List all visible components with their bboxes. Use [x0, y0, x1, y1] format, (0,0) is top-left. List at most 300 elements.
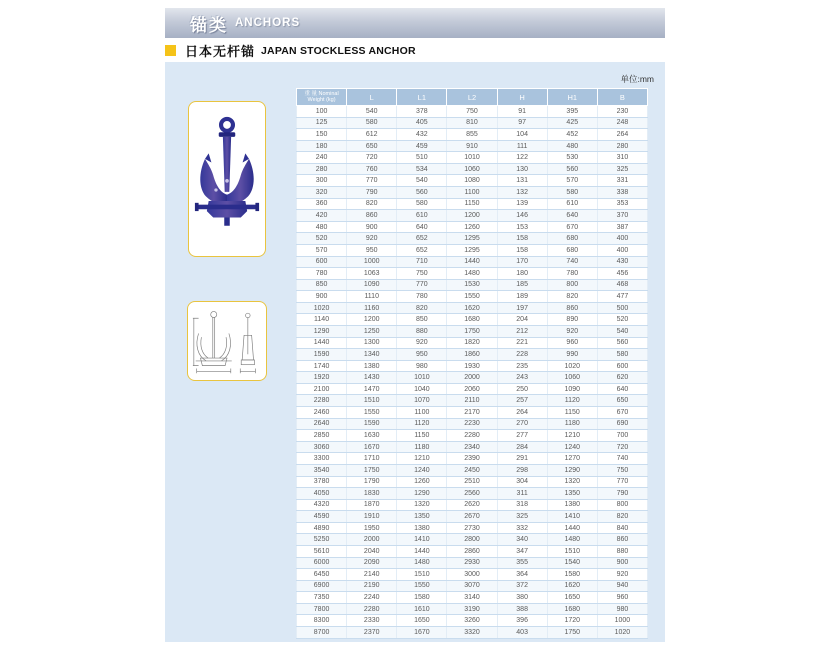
- table-row: [297, 291, 648, 303]
- table-cell: 1720: [547, 615, 597, 627]
- stockless-anchor-photo: [194, 110, 260, 248]
- table-cell: 520: [297, 233, 347, 245]
- table-cell: 652: [397, 233, 447, 245]
- table-row: [297, 163, 648, 175]
- table-cell: 580: [597, 349, 647, 361]
- table-cell: 770: [347, 175, 397, 187]
- table-cell: 189: [497, 291, 547, 303]
- table-cell: 750: [397, 268, 447, 280]
- table-cell: 1270: [547, 453, 597, 465]
- table-cell: 3060: [297, 441, 347, 453]
- table-cell: 1550: [447, 291, 497, 303]
- table-cell: 340: [497, 534, 547, 546]
- table-cell: 720: [597, 441, 647, 453]
- table-cell: 1250: [347, 325, 397, 337]
- table-cell: 257: [497, 395, 547, 407]
- table-cell: 1540: [547, 557, 597, 569]
- table-cell: 325: [597, 163, 647, 175]
- table-row: [297, 488, 648, 500]
- table-cell: 2640: [297, 418, 347, 430]
- table-cell: 690: [597, 418, 647, 430]
- table-cell: 1590: [347, 418, 397, 430]
- table-cell: 800: [597, 499, 647, 511]
- table-cell: 1100: [447, 187, 497, 199]
- table-cell: 720: [347, 152, 397, 164]
- table-cell: 2460: [297, 407, 347, 419]
- table-cell: 111: [497, 140, 547, 152]
- table-cell: 221: [497, 337, 547, 349]
- table-row: [297, 592, 648, 604]
- table-cell: 7350: [297, 592, 347, 604]
- table-cell: 750: [447, 106, 497, 118]
- table-cell: 430: [597, 256, 647, 268]
- table-cell: 1060: [547, 372, 597, 384]
- table-cell: 1750: [547, 627, 597, 639]
- product-title: [165, 43, 665, 58]
- table-cell: 146: [497, 210, 547, 222]
- table-cell: 1120: [547, 395, 597, 407]
- table-cell: 1380: [347, 360, 397, 372]
- table-cell: 1210: [547, 430, 597, 442]
- table-cell: 855: [447, 129, 497, 141]
- table-row: [297, 210, 648, 222]
- table-row: [297, 627, 648, 639]
- table-cell: 2670: [447, 511, 497, 523]
- table-row: [297, 430, 648, 442]
- table-cell: 8300: [297, 615, 347, 627]
- table-cell: 180: [297, 140, 347, 152]
- table-cell: 3260: [447, 615, 497, 627]
- table-cell: 1580: [547, 569, 597, 581]
- table-cell: 2560: [447, 488, 497, 500]
- col-header-l: L: [347, 89, 397, 106]
- table-cell: 3140: [447, 592, 497, 604]
- table-cell: 270: [497, 418, 547, 430]
- table-cell: 1320: [547, 476, 597, 488]
- table-cell: 770: [597, 476, 647, 488]
- table-cell: 388: [497, 603, 547, 615]
- table-row: [297, 233, 648, 245]
- product-title-en: JAPAN STOCKLESS ANCHOR: [261, 44, 416, 57]
- table-cell: 1480: [447, 268, 497, 280]
- table-cell: 1090: [347, 279, 397, 291]
- table-cell: 760: [347, 163, 397, 175]
- table-cell: 456: [597, 268, 647, 280]
- table-cell: 750: [597, 464, 647, 476]
- table-cell: 2170: [447, 407, 497, 419]
- table-cell: 1430: [347, 372, 397, 384]
- table-cell: 1350: [397, 511, 447, 523]
- table-cell: 1100: [397, 407, 447, 419]
- table-cell: 1550: [397, 580, 447, 592]
- table-cell: 1140: [297, 314, 347, 326]
- table-row: [297, 152, 648, 164]
- table-cell: 380: [497, 592, 547, 604]
- table-cell: 130: [497, 163, 547, 175]
- table-cell: 100: [297, 106, 347, 118]
- table-cell: 1080: [447, 175, 497, 187]
- table-cell: 1200: [447, 210, 497, 222]
- table-cell: 1510: [547, 545, 597, 557]
- table-cell: 1340: [347, 349, 397, 361]
- table-cell: 355: [497, 557, 547, 569]
- table-cell: 264: [497, 407, 547, 419]
- anchor-drawing-box: [187, 301, 267, 381]
- table-cell: 1060: [447, 163, 497, 175]
- table-cell: 840: [597, 522, 647, 534]
- table-cell: 860: [547, 302, 597, 314]
- table-row: [297, 187, 648, 199]
- table-cell: 5250: [297, 534, 347, 546]
- table-row: [297, 511, 648, 523]
- table-cell: 2930: [447, 557, 497, 569]
- table-cell: 1290: [397, 488, 447, 500]
- table-cell: 1830: [347, 488, 397, 500]
- table-cell: 1380: [547, 499, 597, 511]
- table-cell: 612: [347, 129, 397, 141]
- table-cell: 610: [547, 198, 597, 210]
- table-cell: 800: [547, 279, 597, 291]
- table-row: [297, 117, 648, 129]
- table-row: [297, 441, 648, 453]
- table-cell: 280: [297, 163, 347, 175]
- table-header-row: [297, 89, 648, 106]
- table-cell: 780: [547, 268, 597, 280]
- spec-table: [296, 88, 648, 639]
- table-cell: 4890: [297, 522, 347, 534]
- table-cell: 1290: [547, 464, 597, 476]
- table-cell: 780: [397, 291, 447, 303]
- table-cell: 1470: [347, 383, 397, 395]
- table-row: [297, 140, 648, 152]
- table-cell: 1350: [547, 488, 597, 500]
- table-cell: 185: [497, 279, 547, 291]
- table-cell: 850: [297, 279, 347, 291]
- table-cell: 770: [397, 279, 447, 291]
- table-row: [297, 221, 648, 233]
- table-cell: 4050: [297, 488, 347, 500]
- table-cell: 264: [597, 129, 647, 141]
- unit-label: 单位:mm: [620, 74, 654, 84]
- table-cell: 1710: [347, 453, 397, 465]
- product-title-zh: 日本无杆锚: [185, 44, 256, 59]
- table-cell: 122: [497, 152, 547, 164]
- yellow-bullet-icon: [165, 45, 176, 56]
- table-cell: 1240: [547, 441, 597, 453]
- table-cell: 1740: [297, 360, 347, 372]
- table-cell: 1440: [397, 545, 447, 557]
- table-row: [297, 337, 648, 349]
- table-cell: 1580: [397, 592, 447, 604]
- content-panel: [165, 62, 665, 642]
- table-cell: 1480: [397, 557, 447, 569]
- table-cell: 2280: [447, 430, 497, 442]
- table-row: [297, 464, 648, 476]
- table-row: [297, 522, 648, 534]
- table-row: [297, 279, 648, 291]
- table-row: [297, 476, 648, 488]
- table-cell: 2240: [347, 592, 397, 604]
- table-cell: 560: [547, 163, 597, 175]
- table-cell: 820: [397, 302, 447, 314]
- table-cell: 640: [547, 210, 597, 222]
- table-cell: 230: [597, 106, 647, 118]
- table-cell: 125: [297, 117, 347, 129]
- table-cell: 277: [497, 430, 547, 442]
- table-cell: 468: [597, 279, 647, 291]
- table-cell: 1410: [397, 534, 447, 546]
- table-cell: 6000: [297, 557, 347, 569]
- table-cell: 860: [597, 534, 647, 546]
- table-cell: 534: [397, 163, 447, 175]
- table-cell: 600: [297, 256, 347, 268]
- col-header-l2: L2: [447, 89, 497, 106]
- table-cell: 8700: [297, 627, 347, 639]
- table-cell: 1295: [447, 233, 497, 245]
- table-cell: 91: [497, 106, 547, 118]
- table-cell: 740: [547, 256, 597, 268]
- table-cell: 1063: [347, 268, 397, 280]
- anchor-photo-box: [188, 101, 266, 257]
- table-cell: 1020: [547, 360, 597, 372]
- table-cell: 820: [547, 291, 597, 303]
- table-cell: 2000: [347, 534, 397, 546]
- table-cell: 3540: [297, 464, 347, 476]
- table-cell: 2800: [447, 534, 497, 546]
- table-cell: 1300: [347, 337, 397, 349]
- table-row: [297, 580, 648, 592]
- table-cell: 500: [597, 302, 647, 314]
- table-cell: 560: [397, 187, 447, 199]
- table-cell: 405: [397, 117, 447, 129]
- table-cell: 370: [597, 210, 647, 222]
- table-cell: 920: [547, 325, 597, 337]
- table-row: [297, 106, 648, 118]
- table-cell: 228: [497, 349, 547, 361]
- table-cell: 318: [497, 499, 547, 511]
- table-cell: 790: [347, 187, 397, 199]
- table-cell: 338: [597, 187, 647, 199]
- table-cell: 960: [547, 337, 597, 349]
- table-cell: 300: [297, 175, 347, 187]
- table-cell: 1240: [397, 464, 447, 476]
- table-row: [297, 418, 648, 430]
- table-cell: 396: [497, 615, 547, 627]
- table-cell: 250: [497, 383, 547, 395]
- table-cell: 3070: [447, 580, 497, 592]
- table-cell: 331: [597, 175, 647, 187]
- table-cell: 212: [497, 325, 547, 337]
- table-cell: 311: [497, 488, 547, 500]
- table-row: [297, 383, 648, 395]
- table-cell: 2190: [347, 580, 397, 592]
- table-cell: 480: [547, 140, 597, 152]
- table-cell: 235: [497, 360, 547, 372]
- table-cell: 1110: [347, 291, 397, 303]
- table-cell: 640: [397, 221, 447, 233]
- table-cell: 7800: [297, 603, 347, 615]
- table-cell: 3190: [447, 603, 497, 615]
- table-cell: 387: [597, 221, 647, 233]
- table-cell: 2450: [447, 464, 497, 476]
- table-cell: 6900: [297, 580, 347, 592]
- table-cell: 980: [397, 360, 447, 372]
- table-cell: 2140: [347, 569, 397, 581]
- table-cell: 3320: [447, 627, 497, 639]
- table-cell: 570: [547, 175, 597, 187]
- table-cell: 670: [547, 221, 597, 233]
- table-cell: 900: [347, 221, 397, 233]
- table-cell: 652: [397, 244, 447, 256]
- table-cell: 1000: [347, 256, 397, 268]
- table-cell: 304: [497, 476, 547, 488]
- table-cell: 1180: [547, 418, 597, 430]
- table-cell: 2860: [447, 545, 497, 557]
- table-row: [297, 603, 648, 615]
- table-cell: 890: [547, 314, 597, 326]
- table-cell: 1870: [347, 499, 397, 511]
- table-cell: 310: [597, 152, 647, 164]
- table-cell: 2280: [347, 603, 397, 615]
- table-cell: 820: [347, 198, 397, 210]
- table-cell: 284: [497, 441, 547, 453]
- table-cell: 158: [497, 244, 547, 256]
- table-cell: 2100: [297, 383, 347, 395]
- table-cell: 1650: [547, 592, 597, 604]
- table-cell: 1070: [397, 395, 447, 407]
- table-cell: 1860: [447, 349, 497, 361]
- table-cell: 910: [447, 140, 497, 152]
- table-cell: 132: [497, 187, 547, 199]
- table-cell: 197: [497, 302, 547, 314]
- table-cell: 158: [497, 233, 547, 245]
- table-cell: 1120: [397, 418, 447, 430]
- table-row: [297, 499, 648, 511]
- table-cell: 477: [597, 291, 647, 303]
- table-row: [297, 360, 648, 372]
- table-cell: 580: [397, 198, 447, 210]
- table-cell: 104: [497, 129, 547, 141]
- table-cell: 480: [297, 221, 347, 233]
- table-cell: 1630: [347, 430, 397, 442]
- col-header-l1: L1: [397, 89, 447, 106]
- table-cell: 364: [497, 569, 547, 581]
- table-cell: 131: [497, 175, 547, 187]
- table-cell: 780: [297, 268, 347, 280]
- table-cell: 580: [347, 117, 397, 129]
- table-row: [297, 557, 648, 569]
- table-cell: 540: [347, 106, 397, 118]
- table-cell: 425: [547, 117, 597, 129]
- section-banner: [165, 8, 665, 38]
- table-cell: 153: [497, 221, 547, 233]
- table-cell: 1820: [447, 337, 497, 349]
- table-cell: 2390: [447, 453, 497, 465]
- table-cell: 900: [597, 557, 647, 569]
- table-cell: 1790: [347, 476, 397, 488]
- table-cell: 790: [597, 488, 647, 500]
- table-cell: 1950: [347, 522, 397, 534]
- table-cell: 2620: [447, 499, 497, 511]
- table-cell: 1295: [447, 244, 497, 256]
- table-cell: 540: [597, 325, 647, 337]
- table-cell: 139: [497, 198, 547, 210]
- table-cell: 1750: [347, 464, 397, 476]
- table-cell: 1150: [397, 430, 447, 442]
- table-cell: 1670: [347, 441, 397, 453]
- table-cell: 1260: [397, 476, 447, 488]
- table-cell: 2340: [447, 441, 497, 453]
- table-cell: 1090: [547, 383, 597, 395]
- spec-table-head: [297, 89, 648, 106]
- table-cell: 650: [597, 395, 647, 407]
- table-cell: 1590: [297, 349, 347, 361]
- table-row: [297, 569, 648, 581]
- table-row: [297, 349, 648, 361]
- table-cell: 580: [547, 187, 597, 199]
- table-row: [297, 198, 648, 210]
- table-cell: 204: [497, 314, 547, 326]
- table-cell: 1480: [547, 534, 597, 546]
- table-cell: 640: [597, 383, 647, 395]
- table-cell: 1150: [547, 407, 597, 419]
- table-cell: 820: [597, 511, 647, 523]
- table-cell: 320: [297, 187, 347, 199]
- table-row: [297, 314, 648, 326]
- table-cell: 560: [597, 337, 647, 349]
- table-cell: 360: [297, 198, 347, 210]
- table-cell: 378: [397, 106, 447, 118]
- table-row: [297, 175, 648, 187]
- table-cell: 1020: [597, 627, 647, 639]
- banner-title-en: ANCHORS: [235, 17, 301, 29]
- table-cell: 740: [597, 453, 647, 465]
- table-cell: 353: [597, 198, 647, 210]
- table-cell: 1020: [297, 302, 347, 314]
- table-cell: 2850: [297, 430, 347, 442]
- table-cell: 1550: [347, 407, 397, 419]
- table-cell: 850: [397, 314, 447, 326]
- table-cell: 1000: [597, 615, 647, 627]
- table-cell: 2230: [447, 418, 497, 430]
- table-cell: 2040: [347, 545, 397, 557]
- table-cell: 670: [597, 407, 647, 419]
- table-cell: 2090: [347, 557, 397, 569]
- table-cell: 880: [597, 545, 647, 557]
- table-cell: 920: [597, 569, 647, 581]
- table-cell: 4320: [297, 499, 347, 511]
- table-cell: 650: [347, 140, 397, 152]
- table-cell: 1440: [297, 337, 347, 349]
- table-row: [297, 268, 648, 280]
- table-cell: 2000: [447, 372, 497, 384]
- table-cell: 2370: [347, 627, 397, 639]
- table-cell: 520: [597, 314, 647, 326]
- col-header-h: H: [497, 89, 547, 106]
- table-cell: 710: [397, 256, 447, 268]
- table-cell: 1200: [347, 314, 397, 326]
- table-cell: 403: [497, 627, 547, 639]
- table-cell: 1650: [397, 615, 447, 627]
- table-cell: 5610: [297, 545, 347, 557]
- table-row: [297, 453, 648, 465]
- table-cell: 2730: [447, 522, 497, 534]
- col-header-b: B: [597, 89, 647, 106]
- table-cell: 459: [397, 140, 447, 152]
- table-cell: 298: [497, 464, 547, 476]
- table-cell: 347: [497, 545, 547, 557]
- table-cell: 1620: [547, 580, 597, 592]
